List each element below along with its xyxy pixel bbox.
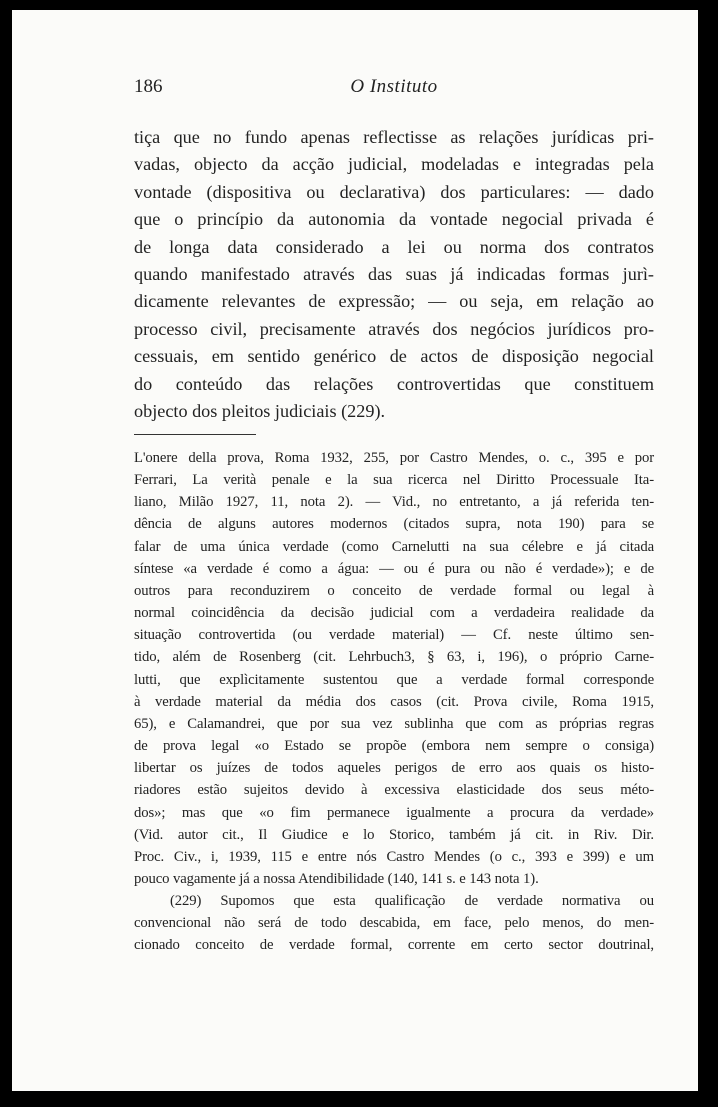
body-line: de longa data considerado a lei ou norma dos contratos	[134, 236, 654, 257]
body-text	[134, 124, 654, 425]
body-line: vontade (dispositiva ou declarativa) dos particulares: — dado	[134, 181, 654, 202]
body-line: que o princípio da autonomia da vontade negocial privada é	[134, 209, 654, 230]
footnote-line: (229) Supomos que esta qualificação de verdade normativa ou	[170, 893, 654, 910]
footnote-line: lutti, que explìcitamente sustentou que a verdade formal corresponde	[134, 671, 654, 688]
footnote-line: tido, além de Rosenberg (cit. Lehrbuch3, § 63, i, 196), o próprio Carne-	[134, 649, 654, 666]
footnote-line: pouco vagamente já a nossa Atendibilidade (140, 141 s. e 143 nota 1).	[134, 870, 539, 887]
footnote-line: à verdade material da média dos casos (cit. Prova civile, Roma 1915,	[134, 693, 654, 710]
footnote-line: cionado conceito de verdade formal, corrente em certo sector doutrinal,	[134, 937, 654, 954]
footnote-line: dos»; mas que «o fim permanece igualmente a procura da verdade»	[134, 804, 654, 821]
body-line: objecto dos pleitos judiciais (229).	[134, 401, 386, 422]
footnote-line: dência de alguns autores modernos (citados supra, nota 190) para se	[134, 516, 654, 533]
page-number: 186	[134, 76, 163, 97]
footnote-line: Proc. Civ., i, 1939, 115 e entre nós Castro Mendes (o c., 393 e 399) e um	[134, 848, 654, 865]
footnote-divider	[134, 434, 256, 435]
footnote-line: síntese «a verdade é como a água: — ou é pura ou não é verdade»); e de	[134, 560, 654, 577]
body-line: vadas, objecto da acção judicial, modeladas e integradas pela	[134, 154, 654, 175]
body-line: cessuais, em sentido genérico de actos de disposição negocial	[134, 346, 654, 367]
running-title: O Instituto	[350, 76, 438, 97]
footnote-line: falar de uma única verdade (como Carnelutti na sua célebre e já citada	[134, 538, 654, 555]
body-line: dicamente relevantes de expressão; — ou seja, em relação ao	[134, 291, 654, 312]
body-line: quando manifestado através das suas já indicadas formas jurì-	[134, 264, 654, 285]
footnote-line: normal coincidência da decisão judicial com a verdadeira realidade da	[134, 605, 654, 622]
body-line: tiça que no fundo apenas reflectisse as relações jurídicas pri-	[134, 127, 654, 147]
footnote-line: libertar os juízes de todos aqueles perigos de erro aos quais os histo-	[134, 760, 654, 777]
book-page	[12, 10, 698, 1091]
footnote-line: (Vid. autor cit., Il Giudice e lo Storico, também já cit. in Riv. Dir.	[134, 826, 654, 843]
footnote-line: riadores estão sujeitos devido à excessiva elasticidade dos seus méto-	[134, 782, 654, 799]
body-line: do conteúdo das relações controvertidas que constituem	[134, 373, 654, 394]
body-line: processo civil, precisamente através dos negócios jurídicos pro-	[134, 318, 654, 339]
running-head	[134, 76, 654, 102]
footnotes	[134, 447, 654, 957]
footnote-line: outros para reconduzirem o conceito de verdade formal ou legal à	[134, 582, 654, 599]
footnote-line: liano, Milão 1927, 11, nota 2). — Vid., no entretanto, a já referida ten-	[134, 494, 654, 511]
footnote-line: L'onere della prova, Roma 1932, 255, por Castro Mendes, o. c., 395 e por	[134, 450, 654, 466]
footnote-line: convencional não será de todo descabida, em face, pelo menos, do men-	[134, 915, 654, 932]
footnote-line: 65), e Calamandrei, que por sua vez sublinha que com as próprias regras	[134, 715, 654, 732]
footnote-line: de prova legal «o Estado se propõe (embora nem sempre o consiga)	[134, 738, 654, 755]
footnote-line: Ferrari, La verità penale e la sua ricerca nel Diritto Processuale Ita-	[134, 472, 654, 489]
footnote-line: situação controvertida (ou verdade material) — Cf. neste último sen-	[134, 627, 654, 644]
